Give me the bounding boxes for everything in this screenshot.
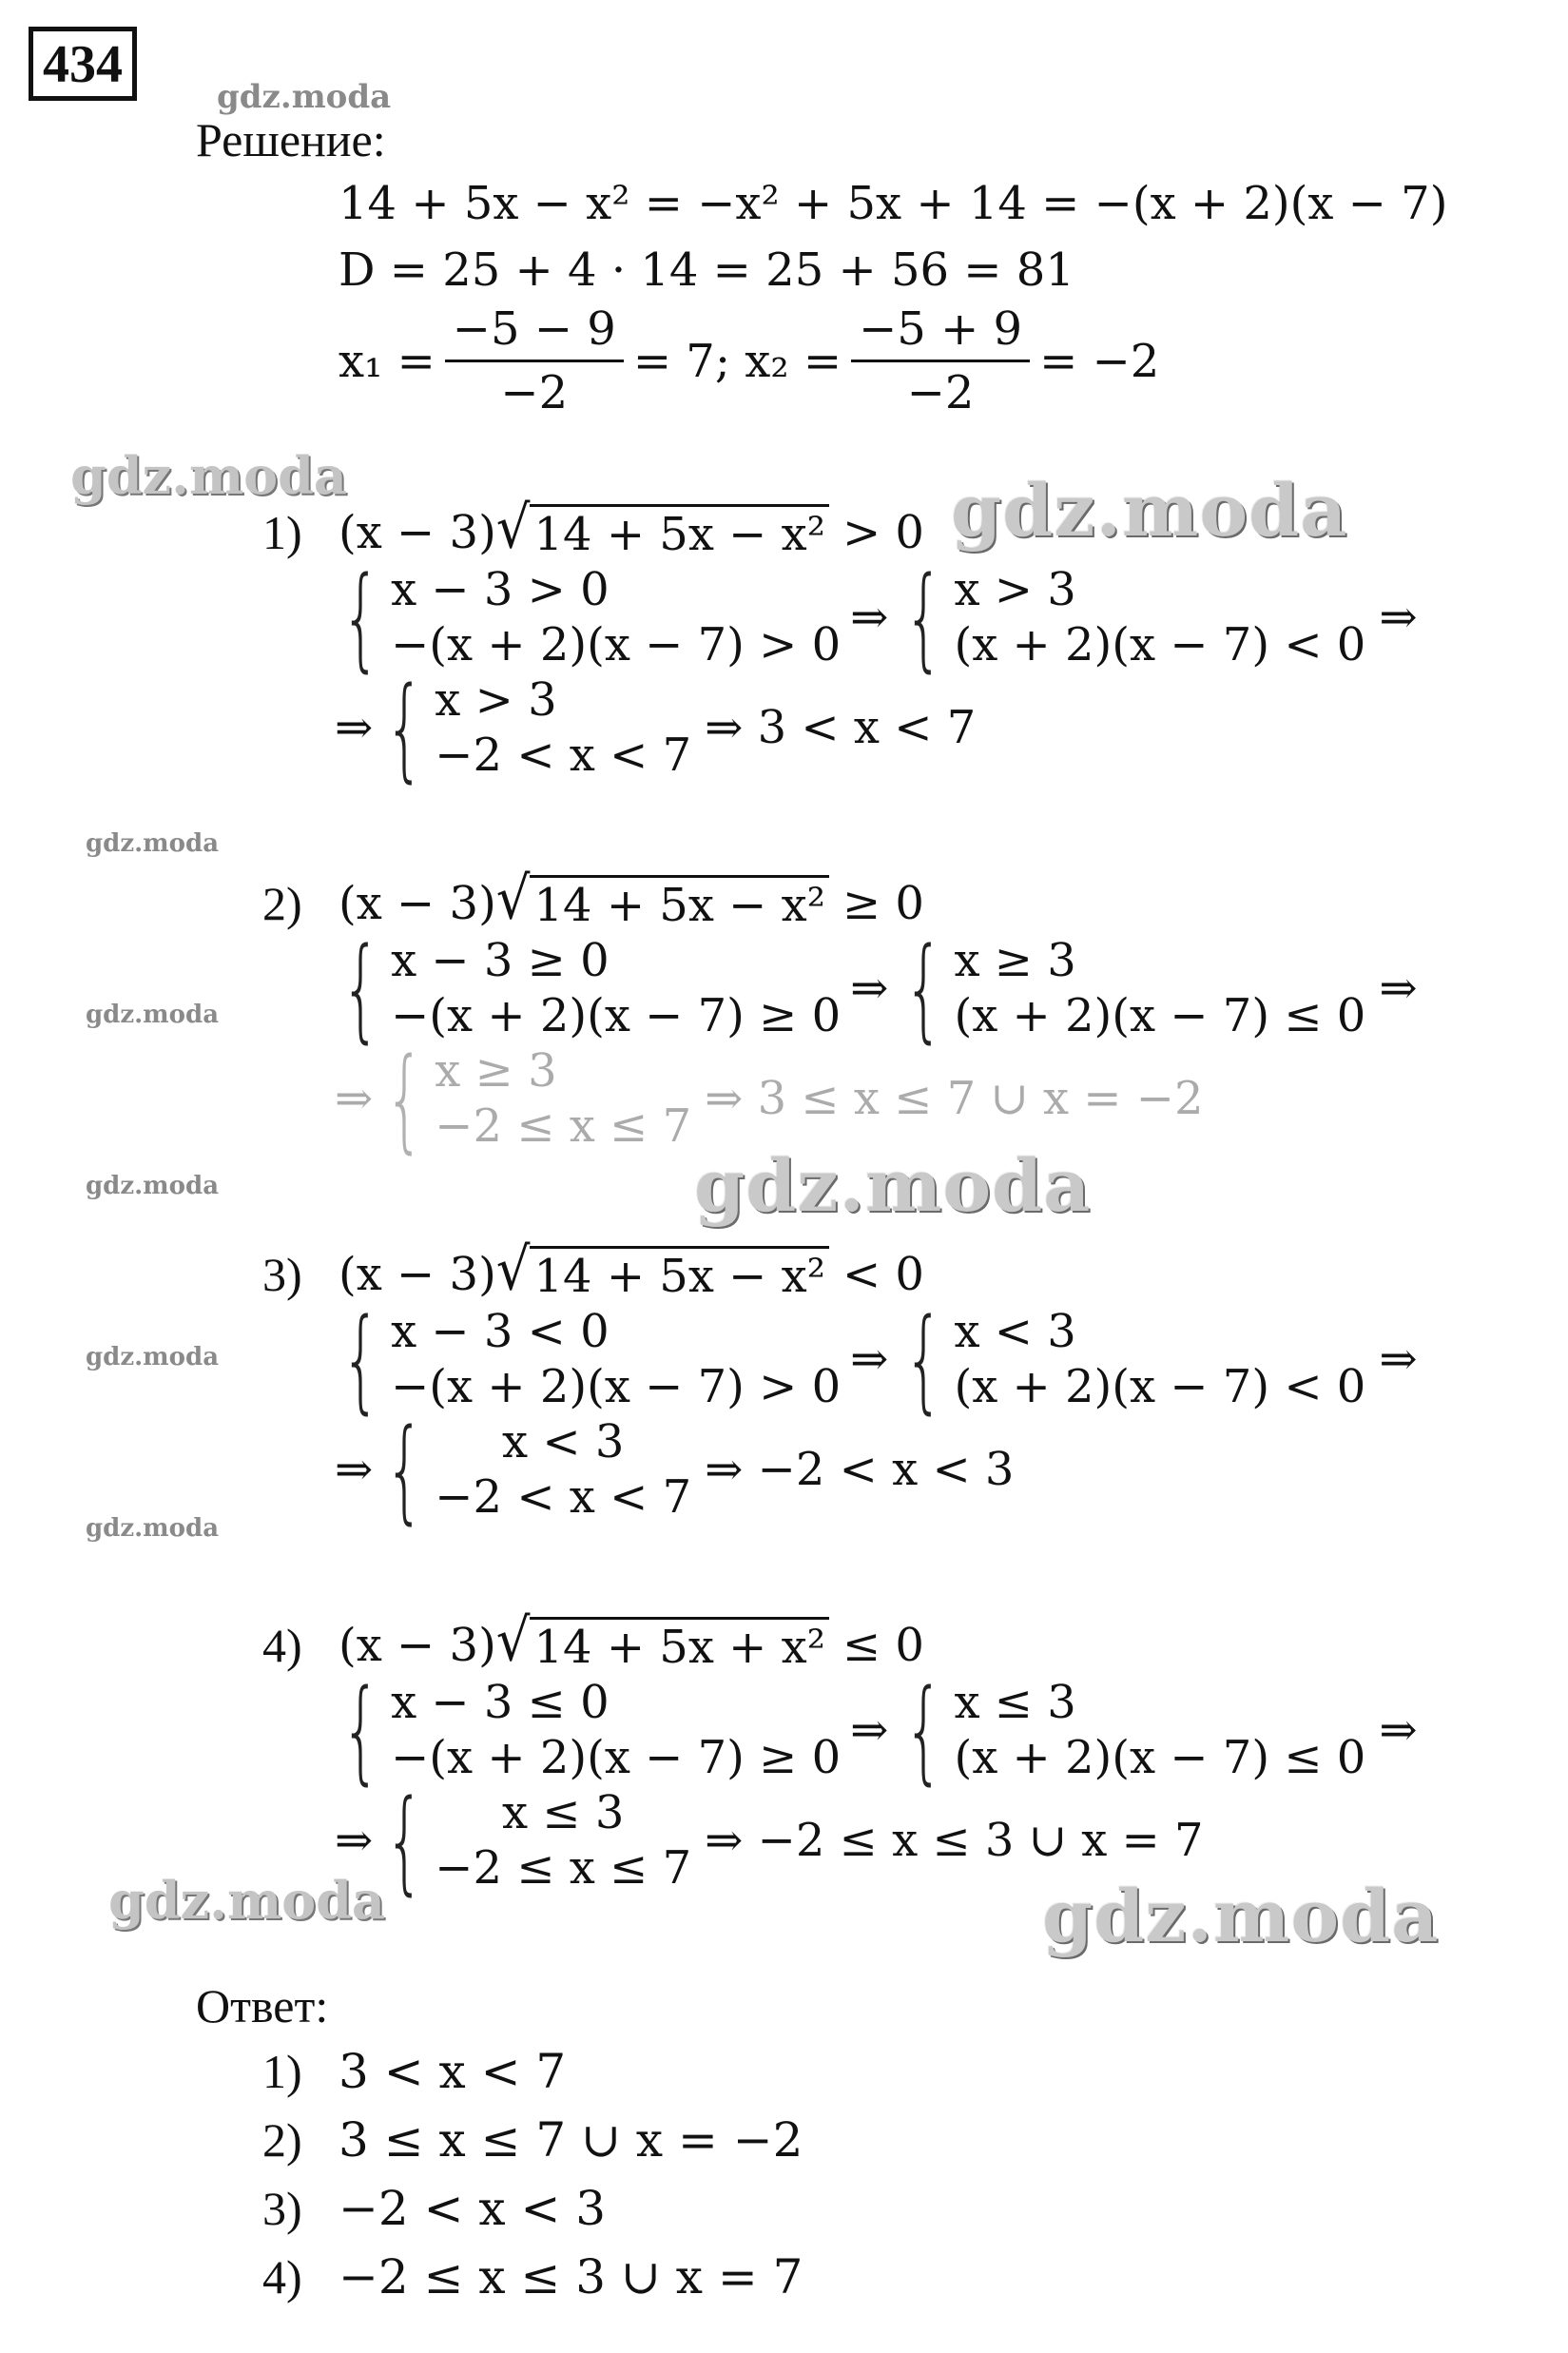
radicand: 14 + 5x − x² <box>530 504 828 562</box>
case-4-result <box>335 1775 1418 1906</box>
implies-arrow: ⇒ <box>335 1814 374 1867</box>
ineq-right: > 0 <box>842 505 924 559</box>
case-result: ⇒ 3 < x < 7 <box>705 701 977 754</box>
x2-rhs: = −2 <box>1039 334 1160 388</box>
implies-arrow: ⇒ <box>335 1072 374 1125</box>
x1-lhs: x₁ = <box>339 334 436 388</box>
brace-icon: { <box>340 1293 381 1425</box>
system-line: −2 < x < 7 <box>435 729 692 782</box>
case-4-systems <box>335 1664 1418 1796</box>
case-3-result <box>335 1404 1418 1535</box>
x2-numerator: −5 + 9 <box>851 302 1030 362</box>
system-line: (x + 2)(x − 7) < 0 <box>954 618 1366 671</box>
system-line: x − 3 ≥ 0 <box>391 934 610 987</box>
sqrt-expression <box>495 1606 829 1675</box>
ineq-left: (x − 3) <box>339 876 496 930</box>
case-label: 4) <box>262 1618 302 1672</box>
ineq-left: (x − 3) <box>339 505 496 559</box>
system <box>898 1293 1366 1425</box>
answer-label: 3) <box>262 2182 302 2235</box>
intro-roots <box>339 302 1159 419</box>
system <box>898 552 1366 683</box>
answer-item <box>262 2174 803 2243</box>
radicand: 14 + 5x + x² <box>530 1617 828 1675</box>
solution-heading: Решение: <box>196 113 386 166</box>
brace-icon: { <box>340 923 381 1054</box>
system-line: x ≤ 3 <box>954 1676 1076 1729</box>
answer-heading: Ответ: <box>196 1979 329 2032</box>
ineq-right: < 0 <box>842 1247 924 1301</box>
system-line: x ≥ 3 <box>435 1044 557 1098</box>
radical-sign: √ <box>495 494 531 562</box>
brace-icon: { <box>904 1664 944 1796</box>
system-line: (x + 2)(x − 7) ≤ 0 <box>954 989 1366 1042</box>
system-line: −(x + 2)(x − 7) ≥ 0 <box>391 989 842 1042</box>
case-2-inequality <box>262 865 1418 933</box>
system-line: −2 ≤ x ≤ 7 <box>435 1099 692 1153</box>
case-1-systems <box>335 552 1418 683</box>
watermark: gdz.moda <box>108 1870 385 1931</box>
answer-item <box>262 2106 803 2174</box>
brace-icon: { <box>904 1293 944 1425</box>
watermark: gdz.moda <box>217 78 392 116</box>
radical-sign: √ <box>495 1606 531 1675</box>
case-result: ⇒ 3 ≤ x ≤ 7 ∪ x = −2 <box>705 1072 1204 1125</box>
system-line: x > 3 <box>435 673 557 727</box>
system-line: (x + 2)(x − 7) < 0 <box>954 1360 1366 1413</box>
case-4 <box>262 1606 1418 1906</box>
brace-icon: { <box>340 552 381 683</box>
brace-icon: { <box>904 552 944 683</box>
watermark: gdz.moda <box>1042 1874 1440 1958</box>
answer-text: −2 < x < 3 <box>339 2181 607 2236</box>
case-3 <box>262 1235 1418 1535</box>
system-line: x < 3 <box>954 1305 1076 1358</box>
system <box>335 1293 842 1425</box>
brace-icon: { <box>385 1775 425 1906</box>
system-line: −2 ≤ x ≤ 7 <box>435 1841 692 1895</box>
system-line: (x + 2)(x − 7) ≤ 0 <box>954 1731 1366 1784</box>
ineq-right: ≥ 0 <box>842 876 924 930</box>
system <box>335 923 842 1054</box>
x2-fraction <box>851 302 1030 419</box>
case-result: ⇒ −2 < x < 3 <box>705 1443 1015 1496</box>
answer-text: −2 ≤ x ≤ 3 ∪ x = 7 <box>339 2249 803 2304</box>
sqrt-expression <box>495 494 829 562</box>
problem-number: 434 <box>29 27 137 101</box>
case-1-inequality <box>262 494 1418 562</box>
brace-icon: { <box>385 1033 425 1164</box>
intro-line-discriminant: D = 25 + 4 · 14 = 25 + 56 = 81 <box>339 243 1074 297</box>
brace-icon: { <box>340 1664 381 1796</box>
answer-label: 4) <box>262 2250 302 2304</box>
radical-sign: √ <box>495 1235 531 1304</box>
system <box>378 1033 692 1164</box>
radical-sign: √ <box>495 865 531 933</box>
system-line: x > 3 <box>954 563 1076 616</box>
answer-text: 3 < x < 7 <box>339 2044 567 2099</box>
case-1-result <box>335 662 1418 793</box>
x1-fraction <box>445 302 624 419</box>
answer-item <box>262 2243 803 2311</box>
radicand: 14 + 5x − x² <box>530 875 828 933</box>
case-2 <box>262 865 1418 1164</box>
watermark: gdz.moda <box>86 829 220 858</box>
radicand: 14 + 5x − x² <box>530 1246 828 1304</box>
implies-arrow: ⇒ <box>850 1703 889 1757</box>
system-line: x ≤ 3 <box>502 1786 625 1839</box>
answer-text: 3 ≤ x ≤ 7 ∪ x = −2 <box>339 2112 803 2168</box>
implies-arrow: ⇒ <box>335 701 374 754</box>
case-result: ⇒ −2 ≤ x ≤ 3 ∪ x = 7 <box>705 1814 1204 1867</box>
system-line: −2 < x < 7 <box>435 1470 692 1524</box>
implies-arrow: ⇒ <box>1379 1703 1418 1757</box>
brace-icon: { <box>385 662 425 793</box>
x1-denominator: −2 <box>500 366 569 419</box>
implies-arrow: ⇒ <box>1379 1332 1418 1386</box>
implies-arrow: ⇒ <box>1379 591 1418 644</box>
watermark: gdz.moda <box>86 1343 220 1371</box>
case-2-result <box>335 1033 1418 1164</box>
watermark: gdz.moda <box>694 1143 1092 1228</box>
implies-arrow: ⇒ <box>1379 962 1418 1015</box>
intro-line-factorization: 14 + 5x − x² = −x² + 5x + 14 = −(x + 2)(x − 7) <box>339 177 1448 230</box>
system-line: x − 3 ≤ 0 <box>391 1676 610 1729</box>
system-line: −(x + 2)(x − 7) ≥ 0 <box>391 1731 842 1784</box>
sqrt-expression <box>495 865 829 933</box>
system <box>898 1664 1366 1796</box>
x2-denominator: −2 <box>906 366 975 419</box>
case-1 <box>262 494 1418 793</box>
system-line: x ≥ 3 <box>954 934 1076 987</box>
answer-list <box>262 2037 803 2311</box>
implies-arrow: ⇒ <box>850 1332 889 1386</box>
ineq-left: (x − 3) <box>339 1618 496 1672</box>
system <box>378 662 692 793</box>
system-line: −(x + 2)(x − 7) > 0 <box>391 618 842 671</box>
case-label: 1) <box>262 505 302 559</box>
x1-numerator: −5 − 9 <box>445 302 624 362</box>
system <box>335 1664 842 1796</box>
ineq-left: (x − 3) <box>339 1247 496 1301</box>
brace-icon: { <box>385 1404 425 1535</box>
implies-arrow: ⇒ <box>335 1443 374 1496</box>
case-label: 2) <box>262 876 302 930</box>
ineq-right: ≤ 0 <box>842 1618 924 1672</box>
watermark: gdz.moda <box>86 1001 220 1029</box>
system <box>335 552 842 683</box>
x1-rhs: = 7; x₂ = <box>632 334 842 388</box>
implies-arrow: ⇒ <box>850 591 889 644</box>
watermark: gdz.moda <box>70 445 347 506</box>
answer-label: 2) <box>262 2113 302 2167</box>
watermark: gdz.moda <box>86 1514 220 1543</box>
brace-icon: { <box>904 923 944 1054</box>
system <box>378 1404 692 1535</box>
implies-arrow: ⇒ <box>850 962 889 1015</box>
case-3-inequality <box>262 1235 1418 1304</box>
watermark: gdz.moda <box>951 468 1348 553</box>
system-line: x < 3 <box>502 1415 625 1468</box>
system-line: −(x + 2)(x − 7) > 0 <box>391 1360 842 1413</box>
system <box>378 1775 692 1906</box>
watermark: gdz.moda <box>86 1172 220 1200</box>
sqrt-expression <box>495 1235 829 1304</box>
case-4-inequality <box>262 1606 1418 1675</box>
case-label: 3) <box>262 1247 302 1301</box>
case-3-systems <box>335 1293 1418 1425</box>
system <box>898 923 1366 1054</box>
system-line: x − 3 < 0 <box>391 1305 610 1358</box>
answer-label: 1) <box>262 2045 302 2098</box>
answer-item <box>262 2037 803 2106</box>
case-2-systems <box>335 923 1418 1054</box>
system-line: x − 3 > 0 <box>391 563 610 616</box>
